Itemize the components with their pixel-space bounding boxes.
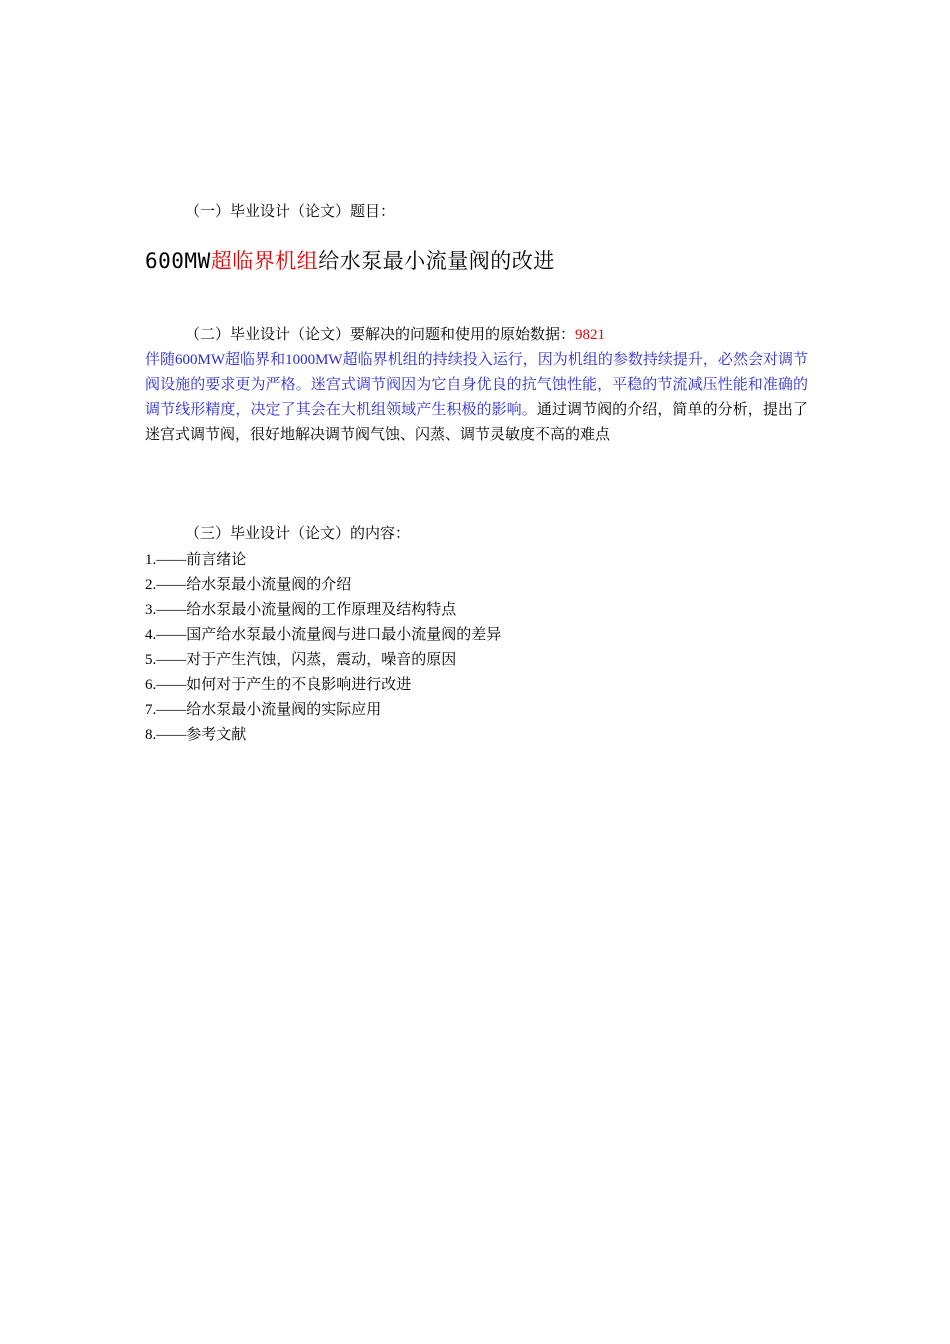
thesis-title	[145, 246, 555, 276]
section2-body-black: 通过调节阀的介绍，简单的分析，提出了迷宫式调节阀，很好地解决调节阀气蚀、闪蒸、调节灵敏度不高的难点	[145, 402, 808, 443]
title-highlight: 超临界机组	[210, 249, 319, 273]
section2-heading	[185, 325, 605, 345]
list-item: 8.——参考文献	[145, 727, 247, 743]
list-item: 5.——对于产生汽蚀，闪蒸，震动，噪音的原因	[145, 652, 457, 668]
title-suffix: 给水泵最小流量阀的改进	[318, 249, 555, 273]
contents-list	[145, 548, 501, 748]
section2-body-blue: 伴随600MW超临界和1000MW超临界机组的持续投入运行，因为机组的参数持续提升，必然会对调节阀设施的要求更为严格。迷宫式调节阀因为它自身优良的抗气蚀性能，平稳的节流减压性能和准确的调节线形精度，决定了其会在大机组领域产生积极的影响。	[145, 352, 808, 418]
list-item: 2.——给水泵最小流量阀的介绍	[145, 577, 352, 593]
section2-body	[145, 348, 808, 448]
list-item: 3.——给水泵最小流量阀的工作原理及结构特点	[145, 602, 457, 618]
list-item: 4.——国产给水泵最小流量阀与进口最小流量阀的差异	[145, 627, 502, 643]
list-item: 6.——如何对于产生的不良影响进行改进	[145, 677, 412, 693]
section3-heading: （三）毕业设计（论文）的内容：	[185, 526, 411, 542]
title-prefix: 600MW	[145, 249, 211, 273]
section2-heading-text: （二）毕业设计（论文）要解决的问题和使用的原始数据：	[185, 327, 576, 343]
section1-heading: （一）毕业设计（论文）题目：	[185, 204, 396, 220]
list-item: 7.——给水泵最小流量阀的实际应用	[145, 702, 382, 718]
list-item: 1.——前言绪论	[145, 552, 247, 568]
section2-heading-number: 9821	[575, 327, 606, 343]
